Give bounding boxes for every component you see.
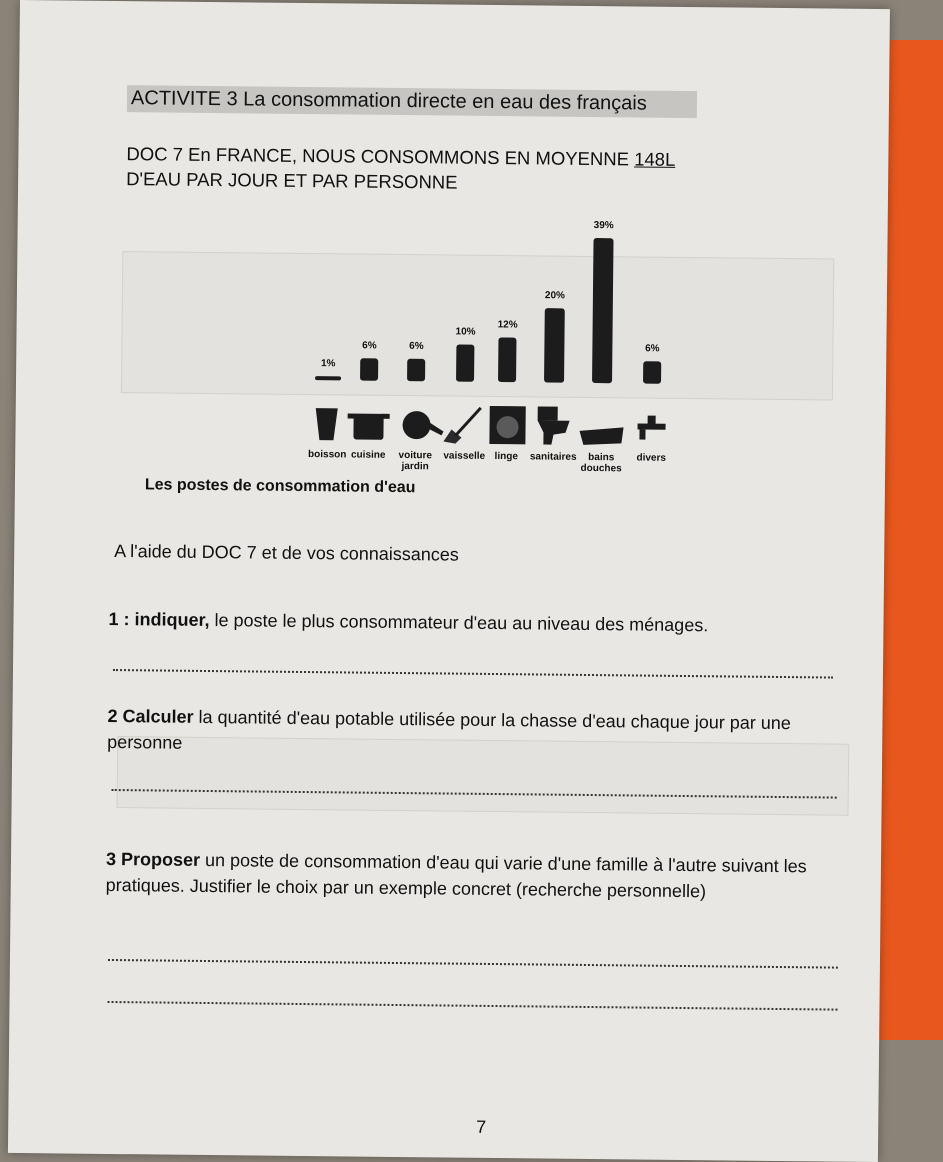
activity-title: ACTIVITE 3 La consommation directe en eau des français — [127, 85, 697, 118]
bar-voiture-jardin — [407, 359, 425, 381]
category-label: bains — [588, 451, 615, 464]
question-2-number: 2 — [107, 705, 123, 727]
page-number: 7 — [476, 1116, 487, 1137]
value-label: 6% — [645, 343, 660, 355]
answer-line-3[interactable] — [108, 959, 838, 969]
question-1-text: le poste le plus consommateur d'eau au niveau des ménages. — [209, 610, 709, 636]
question-3 — [106, 846, 837, 906]
bar-vaisselle — [456, 344, 474, 381]
document-title-amount: 148L — [634, 148, 676, 170]
cooking-pot-icon — [353, 416, 383, 440]
question-3-text: un poste de consommation d'eau qui varie d'une famille à l'autre suivant les pratiques. Justifier le choix par un exemple concret (recherche personnelle) — [105, 849, 807, 902]
category-label: sanitaires — [529, 451, 577, 463]
document-title-part1: DOC 7 En FRANCE, NOUS CONSOMMONS EN MOYENNE — [126, 143, 635, 170]
answer-line-4[interactable] — [108, 1001, 838, 1011]
glass-icon — [315, 408, 337, 440]
question-2 — [107, 703, 838, 763]
answer-line-1[interactable] — [113, 669, 833, 679]
bar-linge — [498, 337, 516, 382]
faucet-handle-icon — [648, 416, 656, 426]
watering-can-spout-icon — [425, 421, 443, 435]
question-3-number: 3 — [105, 848, 122, 870]
document-title — [126, 141, 826, 198]
value-label: 12% — [497, 319, 518, 331]
category-label: boisson — [308, 449, 347, 461]
category-label: douches — [580, 462, 622, 475]
value-label: 6% — [409, 340, 424, 352]
worksheet-page — [8, 0, 890, 1162]
question-1-verb: indiquer, — [134, 609, 210, 631]
bar-cuisine — [360, 358, 378, 380]
bar-boisson — [315, 376, 341, 380]
category-label: voiture — [398, 449, 432, 462]
bathtub-icon — [579, 427, 623, 445]
document-title-part2: D'EAU PAR JOUR ET PAR PERSONNE — [126, 168, 458, 193]
toilet-icon — [537, 420, 569, 444]
bar-divers — [643, 361, 661, 383]
faucet-spout-icon — [639, 430, 645, 440]
bar-bains-douches — [592, 238, 614, 383]
instructions: A l'aide du DOC 7 et de vos connaissances — [114, 541, 459, 565]
category-label: divers — [636, 452, 667, 464]
water-consumption-chart — [275, 208, 678, 482]
category-label: linge — [494, 450, 518, 463]
value-label: 20% — [544, 290, 565, 302]
question-2-text: la quantité d'eau potable utilisée pour la chasse d'eau chaque jour par une personne — [107, 706, 791, 753]
bar-sanitaires — [544, 308, 565, 383]
category-label: jardin — [401, 461, 429, 473]
question-1 — [108, 606, 838, 640]
value-label: 10% — [455, 326, 476, 338]
chart-caption: Les postes de consommation d'eau — [144, 476, 416, 497]
chart-svg — [275, 208, 678, 482]
value-label: 1% — [320, 358, 336, 370]
value-label: 6% — [362, 340, 377, 352]
pot-lid-icon — [348, 413, 390, 418]
dish-brush-icon — [455, 408, 480, 436]
toilet-tank-icon — [538, 406, 558, 420]
question-2-verb: Calculer — [122, 706, 194, 727]
category-label: cuisine — [350, 449, 386, 461]
question-1-number: 1 : — [108, 608, 135, 630]
question-3-verb: Proposer — [120, 849, 201, 870]
value-label: 39% — [593, 220, 614, 232]
category-label: vaisselle — [443, 450, 486, 462]
